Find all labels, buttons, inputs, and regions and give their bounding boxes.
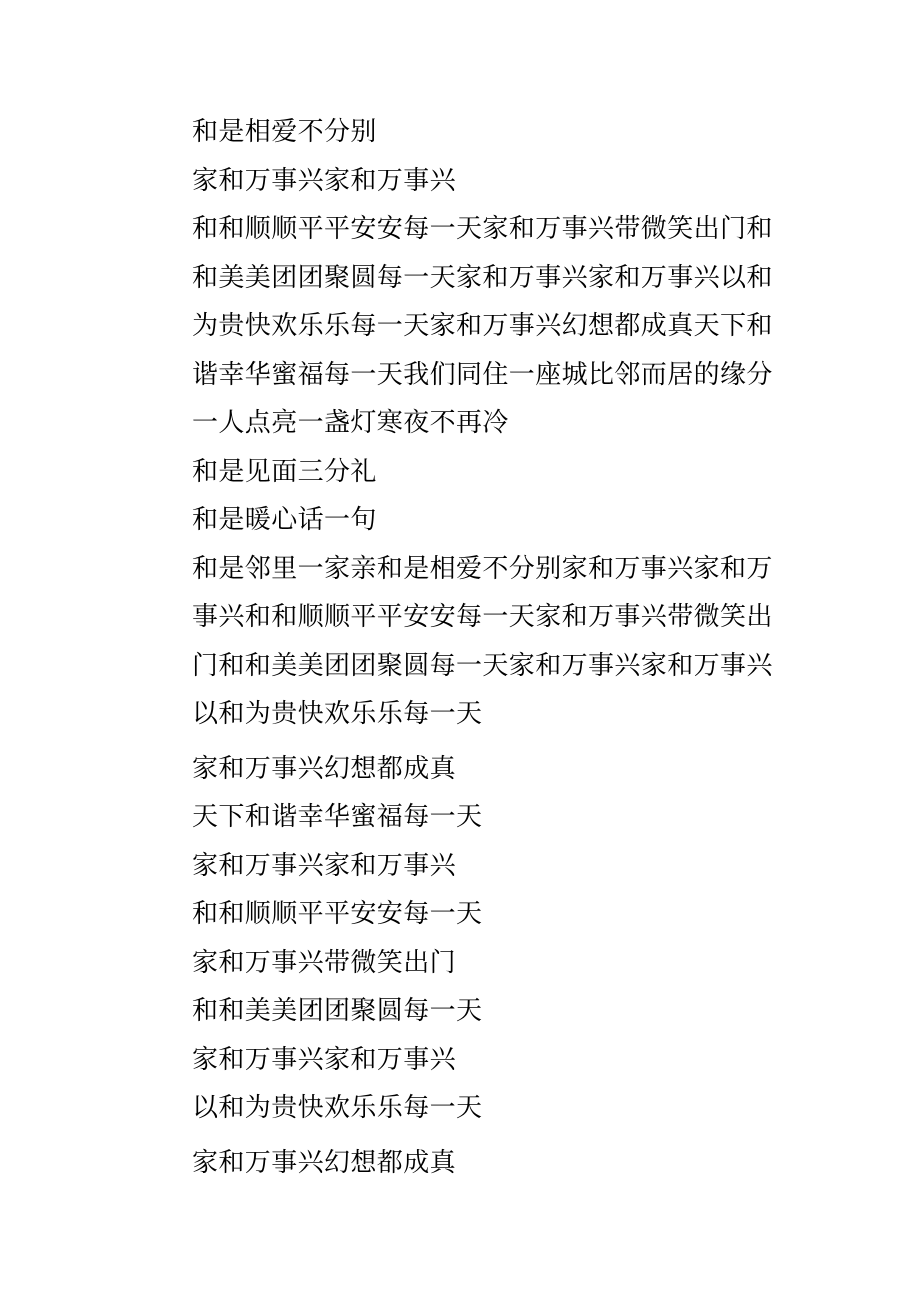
document-body	[192, 108, 782, 1187]
paragraph: 和和顺顺平平安安每一天	[192, 899, 483, 929]
paragraph: 和和美美团团聚圆每一天	[192, 996, 483, 1026]
paragraph: 和是暖心话一句	[192, 505, 377, 535]
paragraph: 和和顺顺平平安安每一天家和万事兴带微笑出门和和美美团团聚圆每一天家和万事兴家和万事兴以和为贵快欢乐乐每一天家和万事兴幻想都成真天下和谐幸华蜜福每一天我们同住一座城比邻而居的缘分一人点亮一盏灯寒夜不再冷	[192, 214, 773, 438]
paragraph: 以和为贵快欢乐乐每一天	[192, 1093, 483, 1123]
paragraph: 和是邻里一家亲和是相爱不分别家和万事兴家和万事兴和和顺顺平平安安每一天家和万事兴带微笑出门和和美美团团聚圆每一天家和万事兴家和万事兴以和为贵快欢乐乐每一天	[192, 553, 773, 729]
paragraph: 和是见面三分礼	[192, 456, 377, 487]
paragraph: 家和万事兴带微笑出门	[192, 947, 457, 978]
paragraph: 家和万事兴家和万事兴	[192, 850, 457, 881]
paragraph: 天下和谐幸华蜜福每一天	[192, 802, 483, 832]
paragraph: 家和万事兴幻想都成真	[192, 753, 457, 784]
paragraph: 和是相爱不分别	[192, 117, 377, 147]
paragraph: 家和万事兴家和万事兴	[192, 165, 457, 196]
paragraph: 家和万事兴幻想都成真	[192, 1147, 457, 1178]
paragraph: 家和万事兴家和万事兴	[192, 1044, 457, 1075]
